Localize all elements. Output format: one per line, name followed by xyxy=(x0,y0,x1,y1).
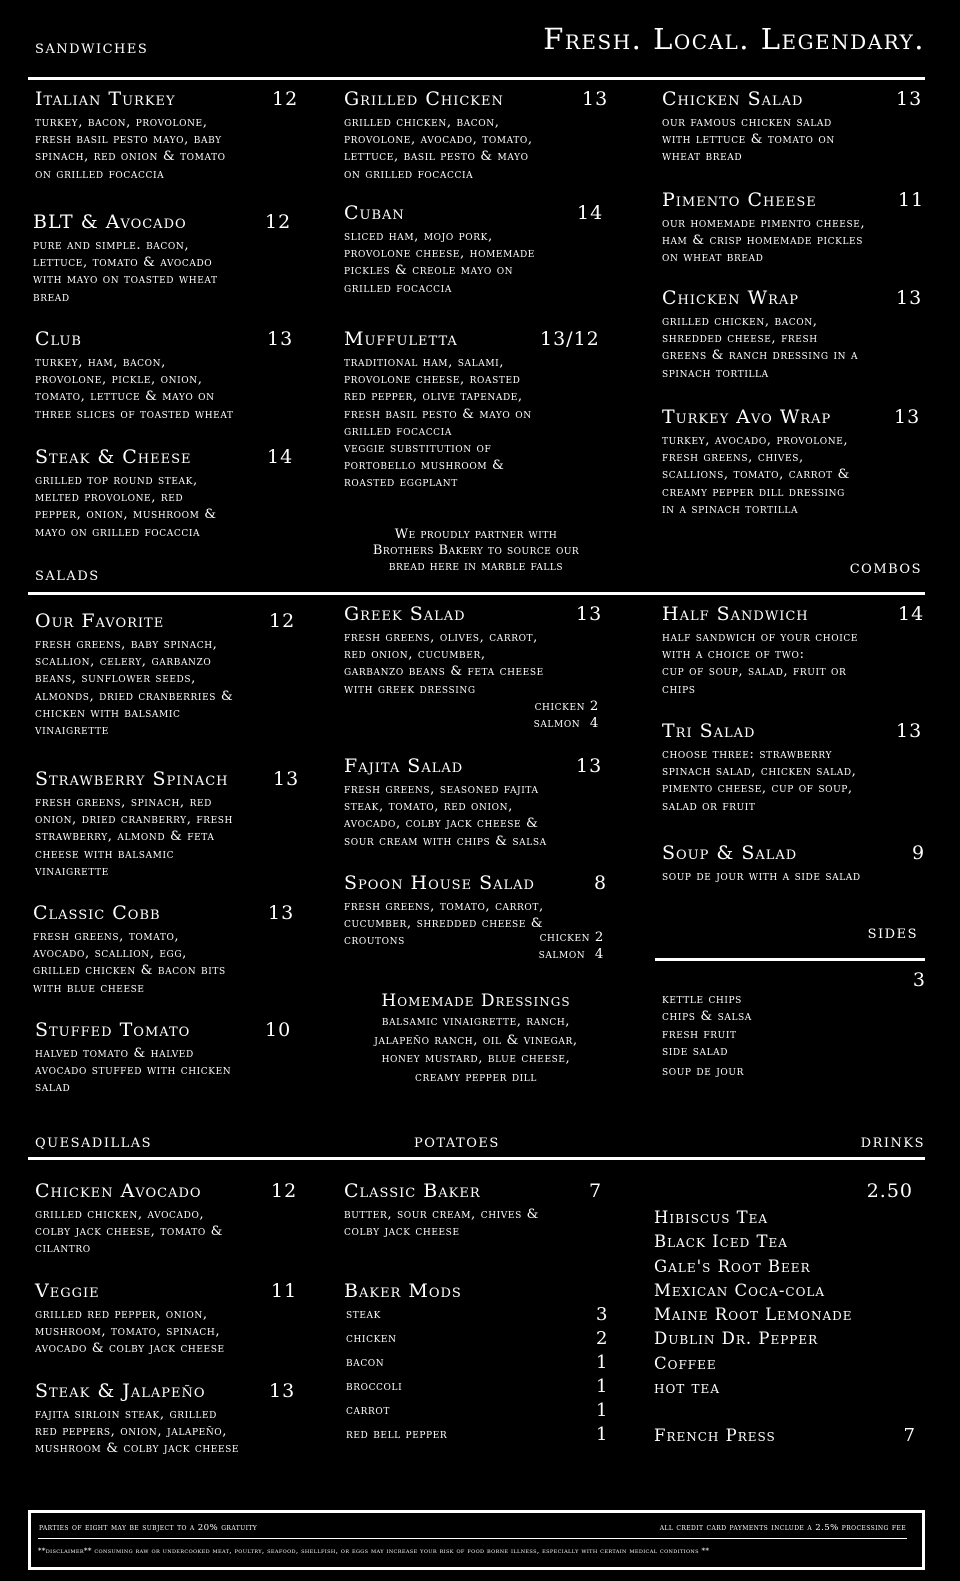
partner-note: We proudly partner with Brothers Bakery to source our bread here in marble falls xyxy=(372,527,580,574)
menu-item: Tri Salad 13 choose three: strawberry spinach salad, chicken salad, pimento cheese, cup of soup, salad or fruit xyxy=(662,720,923,814)
addon-salmon: salmon 4 xyxy=(533,716,599,732)
list-item: Dublin Dr. Pepper xyxy=(654,1329,819,1349)
section-title-potatoes: potatoes xyxy=(414,1130,500,1152)
section-title-quesadillas: quesadillas xyxy=(35,1130,153,1152)
gratuity-note: parties of eight may be subject to a 20% gratuity xyxy=(39,1523,258,1533)
tagline: Fresh. Local. Legendary. xyxy=(543,22,925,56)
list-item: Black Iced Tea xyxy=(654,1232,788,1252)
menu-item: Veggie 11 grilled red pepper, onion, mushroom, tomato, spinach, avocado & colby jack cheese xyxy=(35,1280,298,1357)
list-item: Mexican Coca-cola xyxy=(654,1280,826,1300)
menu-item: Grilled Chicken 13 grilled chicken, bacon, provolone, avocado, tomato, lettuce, basil pesto & mayo on grilled focaccia xyxy=(344,88,609,182)
list-item: Coffee xyxy=(654,1353,717,1373)
menu-item: Club 13 turkey, ham, bacon, provolone, pickle, onion, tomato, lettuce & mayo on three slices of toasted wheat xyxy=(35,328,294,422)
list-item: Gale's Root Beer xyxy=(654,1256,811,1276)
list-item: chicken 2 xyxy=(346,1328,608,1349)
menu-item: Steak & Cheese 14 grilled top round steak, melted provolone, red pepper, onion, mushroom & mayo on grilled focaccia xyxy=(35,446,294,540)
dressings-list: balsamic vinaigrette, ranch, jalapeño ranch, oil & vinegar, honey mustard, blue cheese, creamy pepper dill xyxy=(374,1014,578,1085)
divider xyxy=(28,1157,925,1160)
disclaimer: **disclaimer** consuming raw or undercooked meat, poultry, seafood, shellfish, or eggs may increase your risk of food borne illness, especially with certain medical conditions ** xyxy=(38,1546,710,1555)
french-press: French Press xyxy=(654,1426,776,1445)
list-item: hot tea xyxy=(654,1378,720,1398)
section-title-sandwiches: sandwiches xyxy=(35,36,149,58)
dressings-title: Homemade Dressings xyxy=(381,991,571,1011)
menu-item: Turkey Avo Wrap 13 turkey, avocado, provolone, fresh greens, chives, scallions, tomato, carrot & creamy pepper dill dressing in a spinach tortilla xyxy=(662,406,921,517)
drinks-list xyxy=(654,1206,853,1400)
section-title-combos: combos xyxy=(849,556,922,578)
drinks-price: 2.50 xyxy=(866,1180,913,1202)
menu-item: Soup & Salad 9 soup de jour with a side salad xyxy=(662,842,926,884)
divider xyxy=(28,77,925,80)
list-item: steak 3 xyxy=(346,1304,608,1325)
list-item: Maine Root Lemonade xyxy=(654,1305,853,1325)
list-item: soup de jour xyxy=(662,1063,744,1079)
menu-item: Half Sandwich 14 half sandwich of your choice with a choice of two: cup of soup, salad, fruit or chips xyxy=(662,603,925,697)
section-title-sides: sides xyxy=(867,921,918,943)
list-item: kettle chips xyxy=(662,992,742,1007)
list-item: red bell pepper 1 xyxy=(346,1424,608,1445)
menu-item: Greek Salad 13 fresh greens, olives, carrot, red onion, cucumber, garbanzo beans & feta cheese with greek dressing chicken 2 salmon 4 xyxy=(344,603,603,732)
divider xyxy=(655,958,925,961)
addon-salmon: salmon 4 xyxy=(538,947,604,963)
baker-mods-list xyxy=(346,1304,608,1451)
menu-item: BLT & Avocado 12 pure and simple. bacon, lettuce, tomato & avocado with mayo on toasted wheat bread xyxy=(33,211,292,305)
list-item: carrot 1 xyxy=(346,1400,608,1421)
list-item: fresh fruit xyxy=(662,1026,737,1042)
menu-item: Strawberry Spinach 13 fresh greens, spinach, red onion, dried cranberry, fresh strawberry, almond & feta cheese with balsamic vinaigrette xyxy=(35,768,300,879)
menu-item: Classic Cobb 13 fresh greens, tomato, avocado, scallion, egg, grilled chicken & bacon bits with blue cheese xyxy=(33,902,295,996)
menu-item: Stuffed Tomato 10 halved tomato & halved avocado stuffed with chicken salad xyxy=(35,1019,292,1096)
addon-chicken: chicken 2 xyxy=(539,930,604,945)
french-press-price: 7 xyxy=(903,1425,915,1446)
menu-item: Chicken Avocado 12 grilled chicken, avocado, colby jack cheese, tomato & cilantro xyxy=(35,1180,298,1257)
divider xyxy=(28,592,925,595)
footer-divider xyxy=(38,1538,907,1539)
menu-item: Italian Turkey 12 turkey, bacon, provolone, fresh basil pesto mayo, baby spinach, red onion & tomato on grilled focaccia xyxy=(35,88,299,182)
sides-price: 3 xyxy=(912,969,925,991)
menu-item: Chicken Wrap 13 grilled chicken, bacon, shredded cheese, fresh greens & ranch dressing in a spinach tortilla xyxy=(662,287,923,381)
menu-item: Muffuletta 13/12 traditional ham, salami, provolone cheese, roasted red pepper, olive tapenade, fresh basil pesto & mayo on grilled focaccia veggie substitution of portobello mushroom & roasted eggplant xyxy=(344,328,600,491)
menu-item: Our Favorite 12 fresh greens, baby spinach, scallion, celery, garbanzo beans, sunflower seeds, almonds, dried cranberries & chicken with balsamic vinaigrette xyxy=(35,610,296,739)
credit-card-note: all credit card payments include a 2.5% processing fee xyxy=(659,1523,906,1533)
footer-box xyxy=(28,1510,925,1570)
menu-item: Fajita Salad 13 fresh greens, seasoned fajita steak, tomato, red onion, avocado, colby jack cheese & sour cream with chips & salsa xyxy=(344,755,603,849)
list-item: bacon 1 xyxy=(346,1352,608,1373)
menu-item: Classic Baker 7 butter, sour cream, chives & colby jack cheese xyxy=(344,1180,603,1240)
menu-item: Spoon House Salad 8 fresh greens, tomato, carrot, cucumber, shredded cheese & croutons chicken 2 salmon 4 xyxy=(344,872,608,963)
menu-item: Pimento Cheese 11 our homemade pimento cheese, ham & crisp homemade pickles on wheat bread xyxy=(662,189,925,266)
list-item: Hibiscus Tea xyxy=(654,1208,769,1227)
sides-list xyxy=(662,991,752,1080)
section-title-drinks: drinks xyxy=(860,1130,925,1152)
list-item: side salad xyxy=(662,1044,729,1060)
addon-chicken: chicken 2 xyxy=(534,698,599,714)
list-item: broccoli 1 xyxy=(346,1376,608,1397)
menu-item: Cuban 14 sliced ham, mojo pork, provolone cheese, homemade pickles & creole mayo on grilled focaccia xyxy=(344,202,604,296)
menu-item: Steak & Jalapeño 13 fajita sirloin steak, grilled red peppers, onion, jalapeño, mushroom & colby jack cheese xyxy=(35,1380,296,1457)
section-title-salads: salads xyxy=(35,563,100,585)
menu-item: Chicken Salad 13 our famous chicken salad with lettuce & tomato on wheat bread xyxy=(662,88,923,165)
baker-mods-title: Baker Mods xyxy=(344,1280,462,1302)
list-item: chips & salsa xyxy=(662,1009,752,1025)
